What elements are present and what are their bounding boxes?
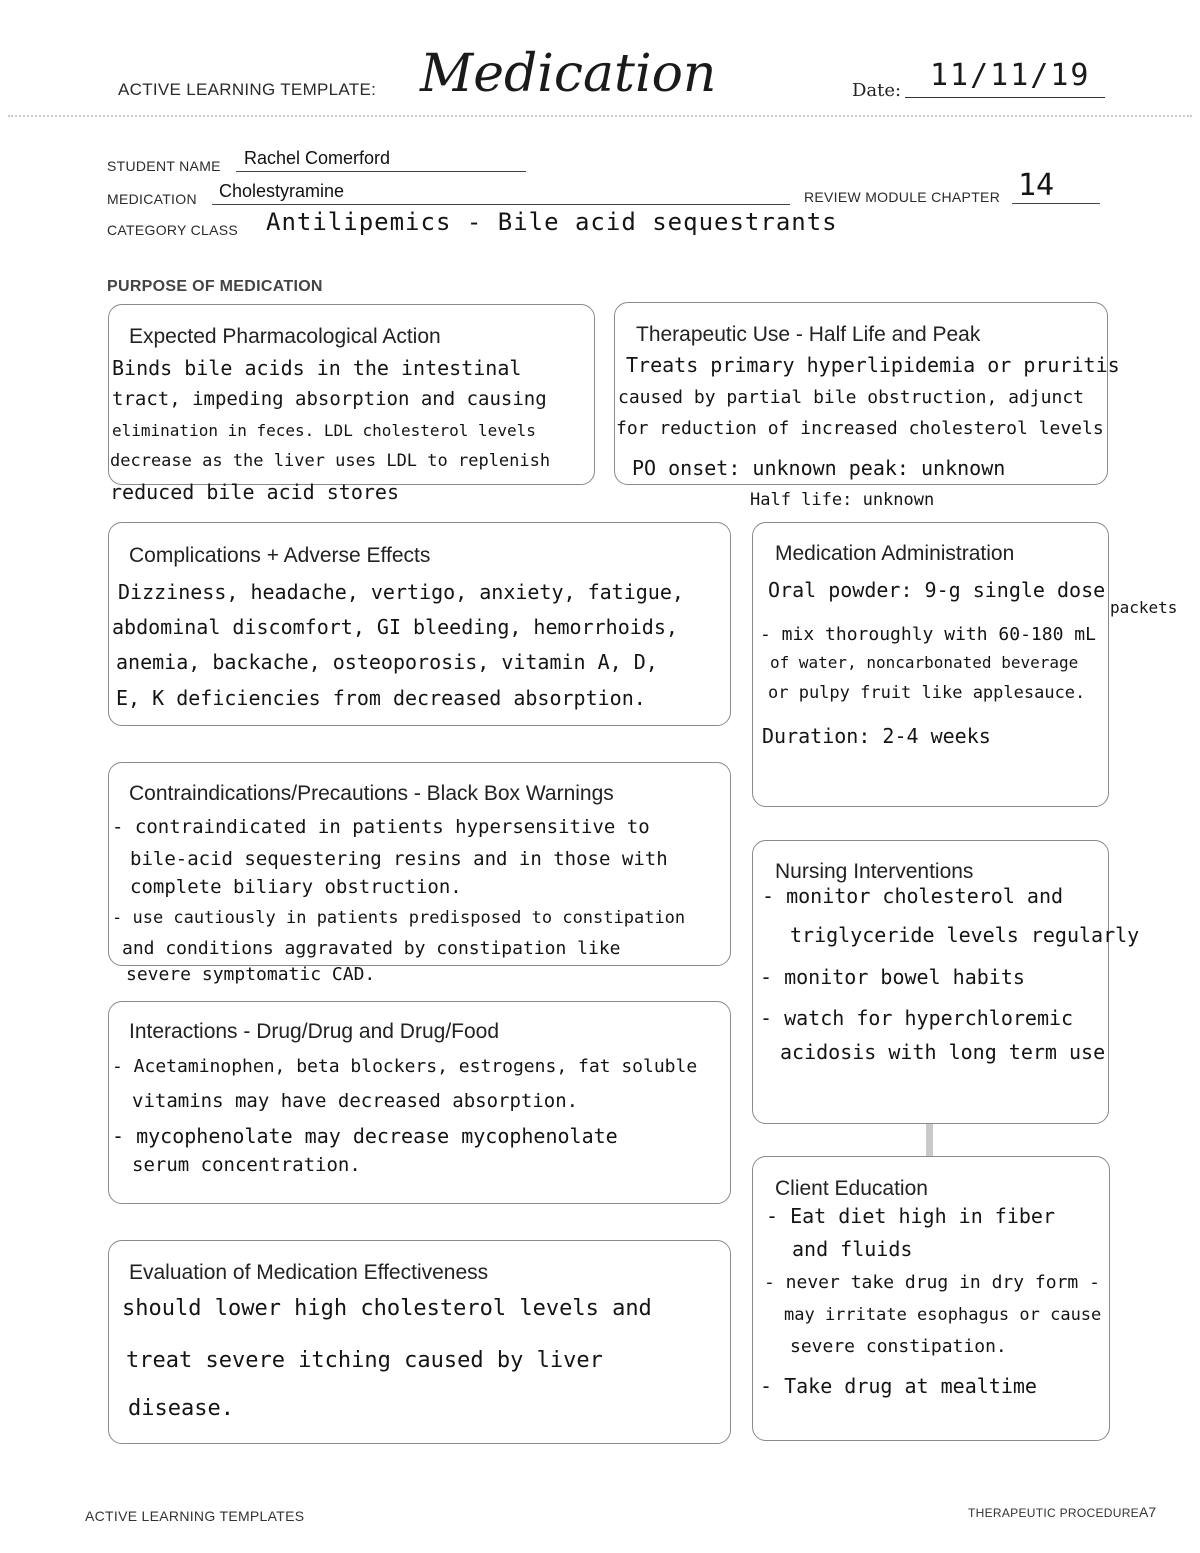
- review-chapter-value: 14: [1018, 168, 1055, 203]
- therapeutic-use-line: PO onset: unknown peak: unknown: [632, 456, 1006, 480]
- pharm-action-line: reduced bile acid stores: [110, 480, 399, 504]
- client-education-box: [752, 1156, 1110, 1441]
- complications-line: anemia, backache, osteoporosis, vitamin A, D,: [116, 650, 658, 674]
- review-chapter-line: [1012, 203, 1100, 204]
- complications-title: Complications + Adverse Effects: [129, 544, 431, 567]
- medication-label: MEDICATION: [107, 191, 197, 207]
- therapeutic-use-line: Half life: unknown: [750, 490, 935, 510]
- administration-title: Medication Administration: [775, 542, 1015, 565]
- interactions-line: - Acetaminophen, beta blockers, estrogens, fat soluble: [112, 1056, 698, 1077]
- client-education-line: - never take drug in dry form -: [764, 1272, 1100, 1293]
- therapeutic-use-line: Treats primary hyperlipidemia or pruritis: [626, 353, 1120, 377]
- pharm-action-line: elimination in feces. LDL cholesterol levels: [112, 421, 536, 440]
- administration-line: of water, noncarbonated beverage: [770, 653, 1079, 672]
- client-education-line: may irritate esophagus or cause: [784, 1305, 1102, 1325]
- review-chapter-label: REVIEW MODULE CHAPTER: [804, 189, 1001, 205]
- administration-line: or pulpy fruit like applesauce.: [768, 683, 1086, 703]
- complications-line: Dizziness, headache, vertigo, anxiety, fatigue,: [118, 580, 684, 604]
- contraindications-line: and conditions aggravated by constipation like: [122, 938, 621, 959]
- pharm-action-line: decrease as the liver uses LDL to replenish: [110, 451, 551, 471]
- pharm-action-line: Binds bile acids in the intestinal: [112, 356, 522, 380]
- nursing-line: - monitor cholesterol and: [762, 884, 1064, 908]
- administration-line: Oral powder: 9-g single dose: [768, 578, 1106, 602]
- therapeutic-use-title: Therapeutic Use - Half Life and Peak: [636, 323, 981, 346]
- header-divider: [8, 115, 1192, 117]
- page-number: A7: [1139, 1504, 1157, 1520]
- administration-line: - mix thoroughly with 60-180 mL: [760, 624, 1096, 645]
- purpose-heading: PURPOSE OF MEDICATION: [107, 278, 323, 295]
- complications-line: abdominal discomfort, GI bleeding, hemorrhoids,: [112, 615, 678, 639]
- therapeutic-use-line: caused by partial bile obstruction, adjunct: [618, 387, 1084, 408]
- therapeutic-use-line: for reduction of increased cholesterol levels: [616, 418, 1104, 439]
- student-name-value: Rachel Comerford: [244, 148, 391, 168]
- student-name-label: STUDENT NAME: [107, 158, 221, 174]
- date-line: [905, 97, 1105, 98]
- student-name-line: [236, 171, 526, 172]
- contraindications-line: - use cautiously in patients predisposed to constipation: [112, 908, 686, 928]
- client-education-line: severe constipation.: [790, 1336, 1007, 1357]
- interactions-line: vitamins may have decreased absorption.: [132, 1090, 579, 1112]
- nursing-line: triglyceride levels regularly: [790, 923, 1140, 947]
- client-education-line: - Take drug at mealtime: [760, 1374, 1037, 1398]
- template-label: ACTIVE LEARNING TEMPLATE:: [118, 80, 377, 99]
- administration-line: packets: [1110, 598, 1178, 617]
- evaluation-line: treat severe itching caused by liver: [126, 1348, 603, 1373]
- date-label: Date:: [852, 80, 902, 101]
- contraindications-title: Contraindications/Precautions - Black Box Warnings: [129, 782, 614, 805]
- footer-right: THERAPEUTIC PROCEDURE: [968, 1506, 1139, 1520]
- complications-line: E, K deficiencies from decreased absorption.: [116, 686, 646, 710]
- template-title: Medication: [420, 44, 717, 104]
- medication-line: [212, 204, 790, 205]
- nursing-line: - monitor bowel habits: [760, 965, 1025, 989]
- interactions-line: - mycophenolate may decrease mycophenolate: [112, 1124, 618, 1148]
- medication-value: Cholestyramine: [219, 181, 345, 201]
- nursing-title: Nursing Interventions: [775, 860, 974, 883]
- contraindications-line: - contraindicated in patients hypersensitive to: [112, 816, 650, 838]
- date-value: 11/11/19: [930, 58, 1091, 93]
- evaluation-line: should lower high cholesterol levels and: [122, 1296, 652, 1321]
- pharm-action-line: tract, impeding absorption and causing: [112, 388, 547, 410]
- interactions-line: serum concentration.: [132, 1154, 361, 1176]
- evaluation-title: Evaluation of Medication Effectiveness: [129, 1261, 489, 1284]
- contraindications-line: complete biliary obstruction.: [130, 876, 462, 898]
- contraindications-line: bile-acid sequestering resins and in those with: [130, 848, 668, 870]
- pharm-action-title: Expected Pharmacological Action: [129, 325, 441, 348]
- interactions-title: Interactions - Drug/Drug and Drug/Food: [129, 1020, 500, 1043]
- section-connector: [926, 1124, 933, 1156]
- client-education-line: and fluids: [792, 1237, 913, 1261]
- contraindications-line: severe symptomatic CAD.: [126, 964, 376, 985]
- category-value: Antilipemics - Bile acid sequestrants: [266, 208, 838, 236]
- client-education-line: - Eat diet high in fiber: [766, 1204, 1055, 1228]
- administration-line: Duration: 2-4 weeks: [762, 724, 991, 748]
- evaluation-line: disease.: [128, 1396, 234, 1421]
- footer-left: ACTIVE LEARNING TEMPLATES: [85, 1508, 305, 1524]
- client-education-title: Client Education: [775, 1177, 928, 1200]
- category-label: CATEGORY CLASS: [107, 222, 239, 238]
- nursing-line: - watch for hyperchloremic: [760, 1006, 1074, 1030]
- nursing-line: acidosis with long term use: [780, 1040, 1106, 1064]
